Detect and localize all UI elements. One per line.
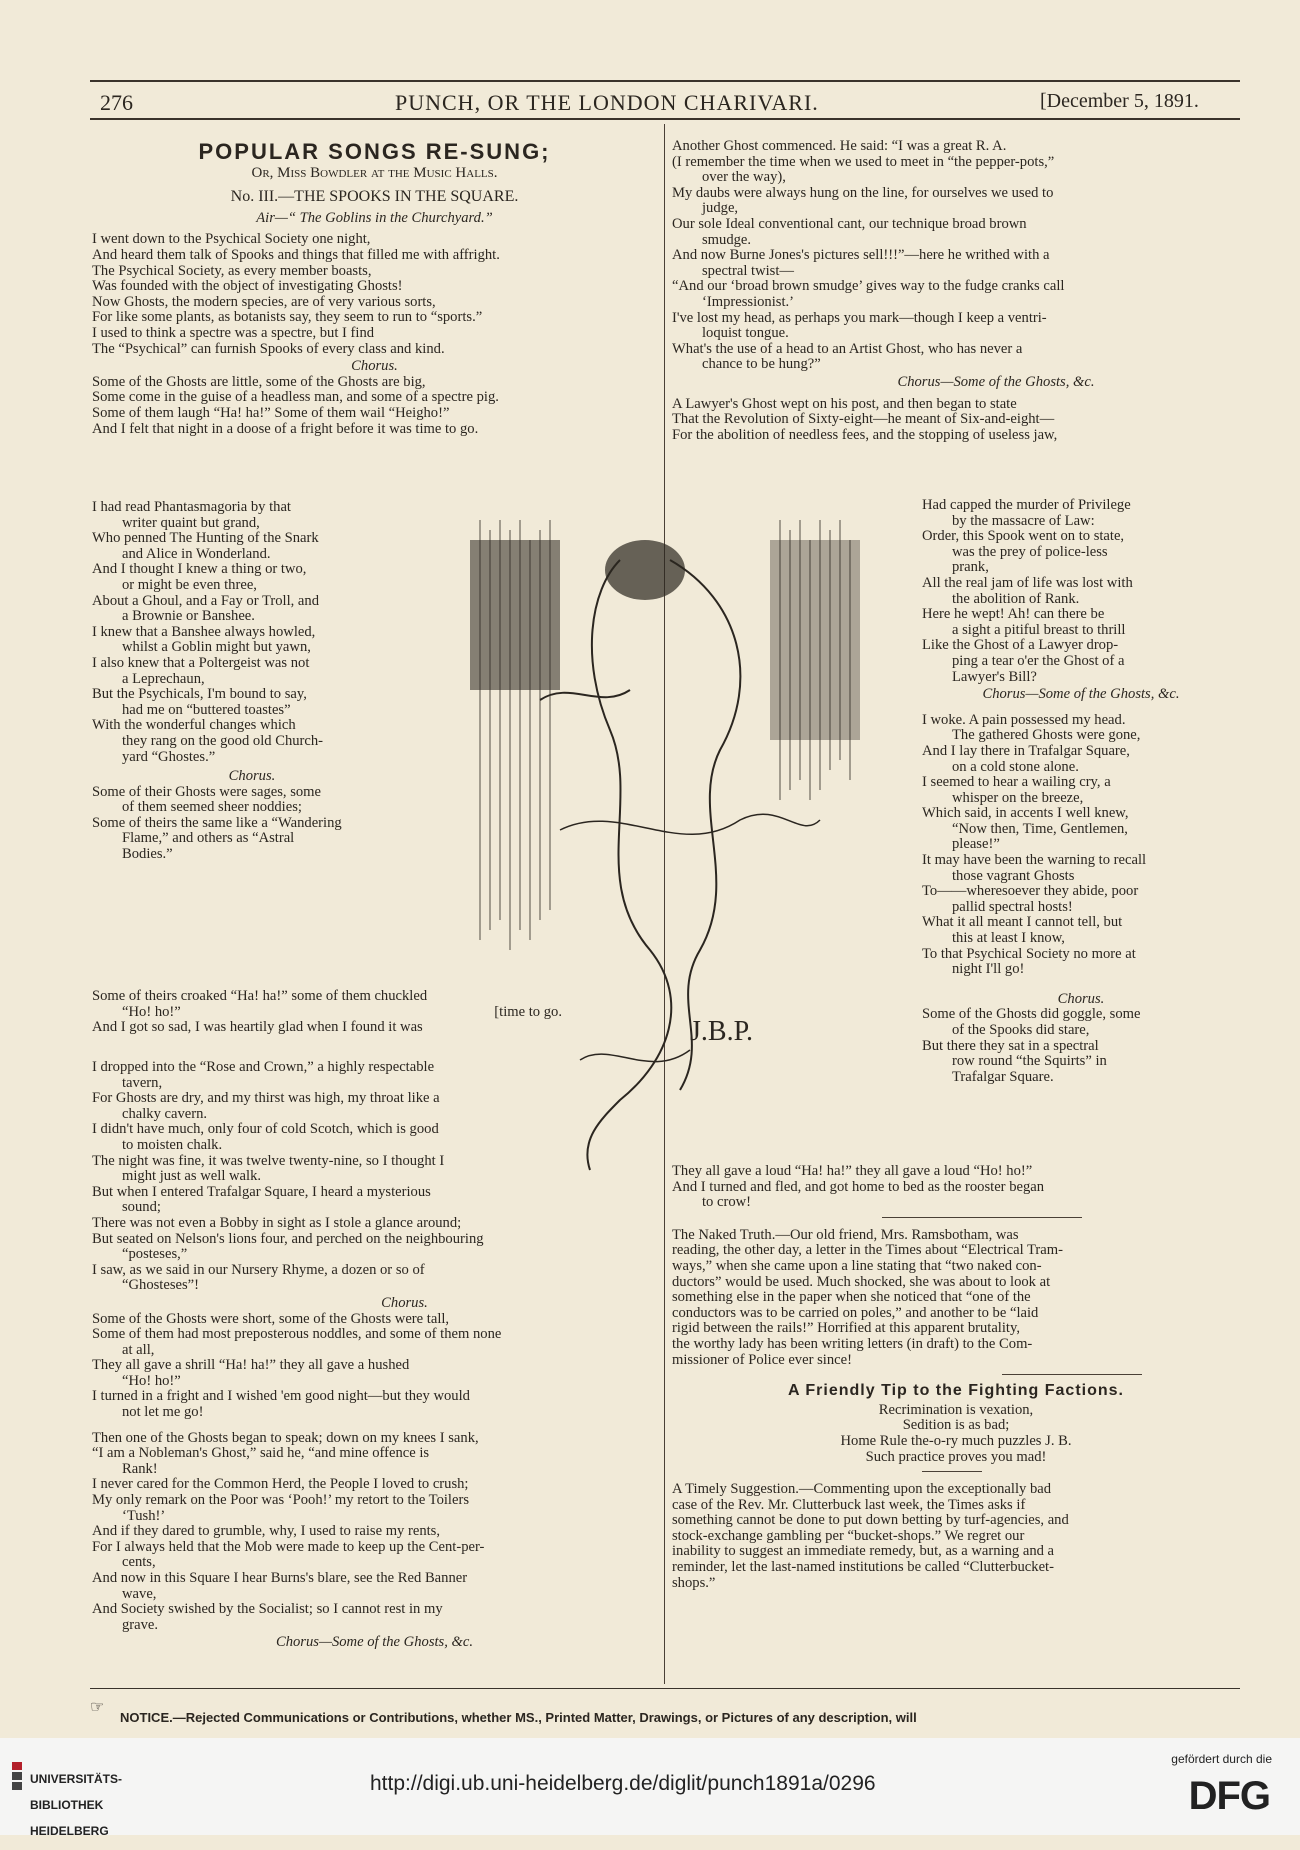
- page-number: 276: [100, 90, 133, 115]
- chorus-label-1: Chorus.: [351, 358, 398, 375]
- text-line: Like the Ghost of a Lawyer drop-: [922, 637, 1119, 654]
- text-line: “posteses,”: [122, 1246, 188, 1263]
- text-line: case of the Rev. Mr. Clutterbuck last week, the Times asks if: [672, 1496, 1026, 1513]
- text-line: Some of their Ghosts were sages, some: [92, 783, 321, 800]
- text-line: “Ghosteses”!: [122, 1277, 199, 1294]
- text-line: NOTICE.—Rejected Communications or Contributions, whether MS., Printed Matter, Drawings, or Pictures of any description, will: [120, 1710, 917, 1725]
- text-line: For like some plants, as botanists say, they seem to run to “sports.”: [92, 309, 483, 326]
- text-line: Another Ghost commenced. He said: “I was a great R. A.: [672, 138, 1007, 154]
- text-line: please!”: [952, 836, 1000, 853]
- text-line: and Alice in Wonderland.: [122, 545, 271, 562]
- text-line: a Brownie or Banshee.: [122, 608, 255, 625]
- text-line: But there they sat in a spectral: [922, 1037, 1099, 1054]
- verse-8: [672, 1164, 1240, 1211]
- text-line: I seemed to hear a wailing cry, a: [922, 774, 1111, 791]
- text-line: And I got so sad, I was heartily glad when I found it was: [92, 1019, 423, 1036]
- text-line: For the abolition of needless fees, and the stopping of useless jaw,: [672, 426, 1058, 443]
- artist-signature: J.B.P.: [690, 1016, 754, 1047]
- text-line: Our sole Ideal conventional cant, our technique broad brown: [672, 215, 1027, 232]
- text-line: conductors was to be carried on poles,” and another to be “laid: [672, 1304, 1039, 1321]
- text-line: I used to think a spectre was a spectre, but I find: [92, 324, 375, 341]
- chorus-5: Chorus—Some of the Ghosts, &c.: [897, 373, 1095, 390]
- text-line: I went down to the Psychical Society one night,: [92, 231, 371, 248]
- song-title: POPULAR SONGS RE-SUNG;: [198, 139, 551, 164]
- text-line: by the massacre of Law:: [952, 512, 1095, 529]
- text-line: What it all meant I cannot tell, but: [922, 914, 1123, 931]
- text-line: reading, the other day, a letter in the Times about “Electrical Tram-: [672, 1242, 1063, 1259]
- text-line: judge,: [702, 200, 739, 217]
- text-line: Such practice proves you mad!: [865, 1448, 1047, 1465]
- pointing-hand-icon: ☞: [90, 1697, 105, 1716]
- text-line: And I lay there in Trafalgar Square,: [922, 742, 1130, 759]
- dfg-logo: DFG: [1188, 1774, 1270, 1818]
- timely-suggestion-paragraph: [672, 1482, 1240, 1591]
- text-line: they rang on the good old Church-: [122, 732, 324, 749]
- text-line: Bodies.”: [122, 846, 173, 863]
- text-line: Order, this Spook went on to state,: [922, 528, 1125, 545]
- chorus-label-7: Chorus.: [1057, 990, 1105, 1007]
- right-column-bottom: [672, 1164, 1240, 1591]
- text-line: Who penned The Hunting of the Snark: [92, 530, 319, 547]
- text-line: to crow!: [702, 1194, 752, 1211]
- text-line: ‘Tush!’: [122, 1507, 166, 1524]
- chorus-6: Chorus—Some of the Ghosts, &c.: [982, 686, 1180, 703]
- text-line: And Society swished by the Socialist; so I cannot rest in my: [92, 1601, 443, 1618]
- text-line: They all gave a loud “Ha! ha!” they all gave a loud “Ho! ho!”: [672, 1163, 1033, 1179]
- friendly-tip-verse: [672, 1403, 1240, 1465]
- text-line: Now Ghosts, the modern species, are of very various sorts,: [92, 293, 436, 310]
- text-line: this at least I know,: [952, 930, 1065, 947]
- text-line: smudge.: [702, 231, 752, 248]
- text-line: whisper on the breeze,: [952, 789, 1084, 806]
- text-line: whilst a Goblin might but yawn,: [122, 639, 311, 656]
- ghost-illustration: [440, 500, 910, 1180]
- text-line: something else in the paper when she noticed that “one of the: [672, 1289, 1031, 1306]
- text-line: ‘Impressionist.’: [702, 293, 795, 310]
- text-line: ways,” when she came upon a line stating that “two naked con-: [672, 1257, 1042, 1274]
- header-top-rule: [90, 80, 1240, 82]
- text-line: And now in this Square I hear Burns's blare, see the Red Banner: [92, 1570, 468, 1586]
- text-line: ductors” would be used. Much shocked, she was about to look at: [672, 1273, 1051, 1290]
- text-line: UNIVERSITÄTS-: [30, 1772, 123, 1786]
- document-url[interactable]: http://digi.ub.uni-heidelberg.de/diglit/punch1891a/0296: [370, 1772, 876, 1795]
- text-line: I also knew that a Poltergeist was not: [92, 654, 310, 671]
- text-line: For Ghosts are dry, and my thirst was high, my throat like a: [92, 1090, 440, 1107]
- text-line: writer quaint but grand,: [122, 514, 260, 531]
- text-line: yard “Ghostes.”: [122, 748, 216, 765]
- text-line: Which said, in accents I well knew,: [922, 805, 1129, 822]
- text-line: I've lost my head, as perhaps you mark—though I keep a ventri-: [672, 309, 1047, 326]
- text-line: Here he wept! Ah! can there be: [922, 606, 1105, 623]
- text-line: row round “the Squirts” in: [952, 1053, 1107, 1070]
- text-line: A Timely Suggestion.—Commenting upon the exceptionally bad: [672, 1481, 1052, 1498]
- text-line: chance to be hung?”: [702, 356, 821, 373]
- text-line: something cannot be done to put down betting by turf-agencies, and: [672, 1512, 1069, 1529]
- text-line: To——wheresoever they abide, poor: [922, 883, 1139, 900]
- text-line: prank,: [952, 559, 989, 576]
- text-line: Flame,” and others as “Astral: [122, 830, 295, 847]
- chorus-3: [92, 1312, 657, 1421]
- text-line: And if they dared to grumble, why, I used to raise my rents,: [92, 1523, 441, 1540]
- chorus-4: Chorus—Some of the Ghosts, &c.: [275, 1634, 473, 1651]
- text-line: Some of theirs croaked “Ha! ha!” some of them chuckled: [92, 988, 428, 1004]
- text-line: All the real jam of life was lost with: [922, 574, 1133, 591]
- text-line: But seated on Nelson's lions four, and perched on the neighbouring: [92, 1230, 484, 1247]
- song-air: Air—“ The Goblins in the Churchyard.”: [256, 209, 493, 226]
- text-line: Lawyer's Bill?: [952, 668, 1037, 685]
- text-line: Sedition is as bad;: [902, 1417, 1010, 1434]
- verse-6: [672, 397, 1240, 444]
- text-line: of them seemed sheer noddies;: [122, 799, 302, 816]
- text-line: I never cared for the Common Herd, the People I loved to crush;: [92, 1476, 469, 1493]
- text-line: They all gave a shrill “Ha! ha!” they all gave a hushed: [92, 1357, 410, 1374]
- text-line: spectral twist—: [702, 262, 795, 279]
- text-line: wave,: [122, 1585, 157, 1602]
- text-line: The gathered Ghosts were gone,: [952, 727, 1141, 744]
- text-line: over the way),: [702, 169, 786, 186]
- text-line: But the Psychicals, I'm bound to say,: [92, 686, 307, 703]
- text-line: at all,: [122, 1341, 155, 1358]
- text-line: I knew that a Banshee always howled,: [92, 623, 316, 640]
- text-line: And heard them talk of Spooks and things that filled me with affright.: [92, 246, 500, 263]
- text-line: chalky cavern.: [122, 1105, 208, 1122]
- text-line: (I remember the time when we used to meet in “the pepper-pots,”: [672, 153, 1055, 170]
- text-line: was the prey of police-less: [952, 543, 1108, 560]
- verse-6-continued: [922, 498, 1240, 685]
- text-line: With the wonderful changes which: [92, 717, 296, 734]
- left-column-top: [92, 139, 657, 437]
- chorus-1: [92, 375, 657, 437]
- divider-rule: [882, 1217, 1082, 1218]
- text-line: I woke. A pain possessed my head.: [922, 711, 1126, 728]
- text-line: tavern,: [122, 1074, 163, 1091]
- text-line: That the Revolution of Sixty-eight—he meant of Six-and-eight—: [672, 411, 1055, 428]
- text-line: And I turned and fled, and got home to bed as the rooster began: [672, 1178, 1045, 1195]
- text-line: The “Psychical” can furnish Spooks of every class and kind.: [92, 340, 445, 357]
- text-line: the worthy lady has been writing letters (in draft) to the Com-: [672, 1335, 1033, 1352]
- text-line: [time to go.: [494, 1003, 562, 1020]
- text-line: “Ho! ho!”: [122, 1372, 181, 1389]
- right-column-top: [672, 139, 1240, 443]
- text-line: Had capped the murder of Privilege: [922, 497, 1131, 513]
- verse-5: [672, 139, 1240, 373]
- text-line: rigid between the rails!” Horrified at this apparent brutality,: [672, 1320, 1020, 1337]
- text-line: “And our ‘broad brown smudge’ gives way to the fudge cranks call: [672, 278, 1065, 295]
- text-line: on a cold stone alone.: [952, 758, 1079, 775]
- text-line: HEIDELBERG: [30, 1824, 109, 1838]
- text-line: pallid spectral hosts!: [952, 898, 1073, 915]
- text-line: stock-exchange gambling per “bucket-shops.” We regret our: [672, 1527, 1025, 1544]
- verse-2: [92, 500, 412, 765]
- text-line: the abolition of Rank.: [952, 590, 1080, 607]
- text-line: My daubs were always hung on the line, for ourselves we used to: [672, 184, 1054, 201]
- text-line: Home Rule the-o-ry much puzzles J. B.: [840, 1432, 1072, 1449]
- text-line: I turned in a fright and I wished 'em good night—but they would: [92, 1388, 470, 1405]
- left-column-narrow: [92, 500, 412, 863]
- text-line: Some of the Ghosts are little, some of the Ghosts are big,: [92, 373, 426, 390]
- text-line: might just as well walk.: [122, 1168, 262, 1185]
- text-line: ping a tear o'er the Ghost of a: [952, 652, 1125, 669]
- text-line: night I'll go!: [952, 961, 1025, 978]
- chorus-label-2: Chorus.: [228, 768, 276, 785]
- friendly-tip-title: A Friendly Tip to the Fighting Factions.: [788, 1382, 1124, 1400]
- footer-bar: [0, 1738, 1300, 1838]
- issue-date: [December 5, 1891.: [1040, 90, 1199, 112]
- text-line: The night was fine, it was twelve twenty-nine, so I thought I: [92, 1152, 445, 1169]
- text-line: those vagrant Ghosts: [952, 867, 1075, 884]
- text-line: About a Ghoul, and a Fay or Troll, and: [92, 592, 320, 609]
- text-line: I didn't have much, only four of cold Scotch, which is good: [92, 1121, 439, 1138]
- text-line: Some of the Ghosts did goggle, some: [922, 1006, 1141, 1023]
- text-line: Some come in the guise of a headless man, and some of a spectre pig.: [92, 389, 499, 406]
- naked-truth-paragraph: [672, 1228, 1240, 1368]
- chorus-2-narrow: [92, 785, 412, 863]
- text-line: The Psychical Society, as every member boasts,: [92, 262, 372, 279]
- text-line: “Ho! ho!”: [122, 1003, 181, 1020]
- text-line: or might be even three,: [122, 576, 257, 593]
- text-line: of the Spooks did stare,: [952, 1022, 1090, 1038]
- text-line: What's the use of a head to an Artist Ghost, who has never a: [672, 340, 1023, 357]
- text-line: I had read Phantasmagoria by that: [92, 499, 291, 515]
- verse-4: [92, 1431, 657, 1634]
- text-line: For I always held that the Mob were made to keep up the Cent-per-: [92, 1538, 485, 1555]
- text-line: And I thought I knew a thing or two,: [92, 561, 307, 578]
- text-line: grave.: [122, 1616, 159, 1633]
- text-line: had me on “buttered toastes”: [122, 701, 291, 718]
- verse-1: [92, 232, 657, 357]
- text-line: Then one of the Ghosts began to speak; down on my knees I sank,: [92, 1429, 479, 1446]
- text-line: And I felt that night in a doose of a fright before it was time to go.: [92, 420, 479, 437]
- text-line: And now Burne Jones's pictures sell!!!”—here he writhed with a: [672, 247, 1050, 264]
- verse-7: [922, 713, 1240, 978]
- header-bottom-rule: [90, 118, 1240, 120]
- chorus-label-3: Chorus.: [381, 1294, 428, 1311]
- text-line: a Leprechaun,: [122, 670, 205, 687]
- text-line: sound;: [122, 1199, 161, 1216]
- text-line: The Naked Truth.—Our old friend, Mrs. Ramsbotham, was: [672, 1226, 1019, 1243]
- divider-rule: [922, 1471, 982, 1472]
- text-line: a sight a pitiful breast to thrill: [952, 621, 1126, 638]
- text-line: Recrimination is vexation,: [878, 1401, 1034, 1418]
- bottom-rule: [90, 1688, 1240, 1689]
- text-line: BIBLIOTHEK: [30, 1798, 104, 1812]
- text-line: cents,: [122, 1554, 156, 1571]
- text-line: There was not even a Bobby in sight as I stole a glance around;: [92, 1214, 462, 1231]
- text-line: I saw, as we said in our Nursery Rhyme, a dozen or so of: [92, 1261, 425, 1278]
- text-line: A Lawyer's Ghost wept on his post, and then began to state: [672, 395, 1017, 412]
- text-line: missioner of Police ever since!: [672, 1351, 852, 1368]
- text-line: But when I entered Trafalgar Square, I heard a mysterious: [92, 1183, 431, 1200]
- text-line: My only remark on the Poor was ‘Pooh!’ my retort to the Toilers: [92, 1492, 469, 1509]
- text-line: not let me go!: [122, 1404, 204, 1421]
- text-line: to moisten chalk.: [122, 1136, 223, 1153]
- text-line: Rank!: [122, 1460, 158, 1477]
- university-library-name: [30, 1760, 122, 1850]
- university-logo-icon: [10, 1762, 24, 1798]
- text-line: reminder, let the last-named institutions be called “Clutterbucket-: [672, 1559, 1054, 1576]
- text-line: To that Psychical Society no more at: [922, 945, 1136, 962]
- text-line: shops.”: [672, 1574, 716, 1591]
- text-line: I dropped into the “Rose and Crown,” a highly respectable: [92, 1059, 435, 1075]
- text-line: “I am a Nobleman's Ghost,” said he, “and mine offence is: [92, 1445, 430, 1462]
- text-line: loquist tongue.: [702, 325, 789, 342]
- text-line: Some of theirs the same like a “Wandering: [92, 814, 342, 831]
- text-line: Trafalgar Square.: [952, 1068, 1054, 1085]
- text-line: Some of them laugh “Ha! ha!” Some of them wail “Heigho!”: [92, 404, 450, 421]
- song-number: No. III.—THE SPOOKS IN THE SQUARE.: [230, 188, 519, 206]
- dfg-caption: gefördert durch die: [1171, 1752, 1272, 1766]
- right-column-narrow: [922, 498, 1240, 1085]
- text-line: Some of the Ghosts were short, some of the Ghosts were tall,: [92, 1310, 450, 1327]
- chorus-7: [922, 1007, 1240, 1085]
- divider-rule: [1002, 1374, 1142, 1375]
- masthead: PUNCH, OR THE LONDON CHARIVARI.: [395, 90, 819, 115]
- text-line: Some of them had most preposterous noddles, and some of them none: [92, 1326, 502, 1343]
- song-subtitle: Or, Miss Bowdler at the Music Halls.: [251, 164, 498, 181]
- text-line: inability to suggest an immediate remedy, but, as a warning and a: [672, 1543, 1055, 1560]
- text-line: “Now then, Time, Gentlemen,: [952, 820, 1128, 837]
- text-line: It may have been the warning to recall: [922, 852, 1147, 869]
- text-line: Was founded with the object of investigating Ghosts!: [92, 278, 403, 295]
